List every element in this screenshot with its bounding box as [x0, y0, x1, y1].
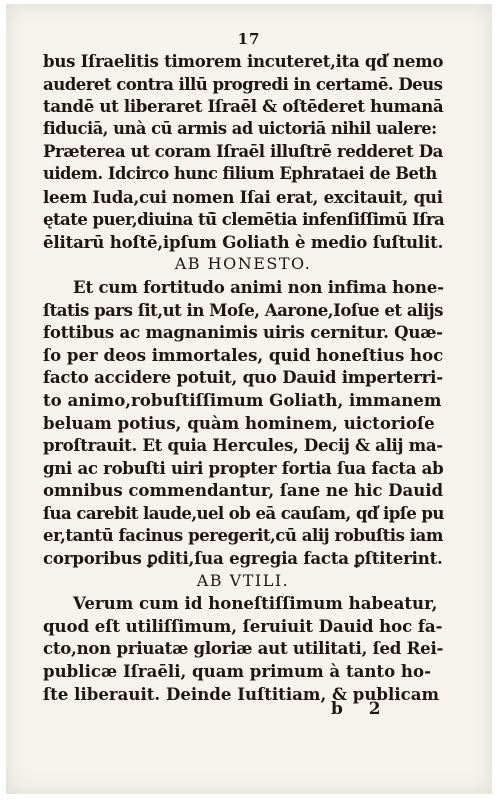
text-line: leem Iuda,cui nomen Iſai erat, excitauit, qui [43, 186, 443, 207]
section-heading: AB VTILI. [196, 570, 290, 590]
text-line: omnibus commendantur, ſane ne hic Dauid [43, 480, 444, 501]
body-text [43, 50, 443, 705]
text-line: quod eſt utiliſſimum, ſeruiuit Dauid hoc fa- [43, 615, 443, 636]
text-line: er,tantū facinus peregerit,cū alij robuſtis iam [43, 525, 443, 546]
text-line: facto accidere potuit, quo Dauid imperterri- [43, 367, 443, 388]
text-line: beluam potius, quàm hominem, uictorioſe [43, 412, 435, 433]
text-line: fiduciā, unà cū armis ad uictoriā nihil ualere: [43, 118, 437, 138]
text-line: to animo,robuſtiſſimum Goliath, immanem [43, 389, 442, 410]
text-line: Et cum fortitudo animi non infima hone- [73, 276, 444, 297]
text-line: auderet contra illū progredi in certamē. Deus [43, 73, 443, 94]
text-line: ēlitarū hoſtē,ipſum Goliath è medio ſuſtulit. [43, 231, 444, 252]
text-line: ſtatis pars ſit,ut in Moſe, Aarone,Ioſue et alijs [43, 299, 443, 320]
text-line: ętate puer,diuina tū̄ clemētia infenſiſſimū Iſra [43, 209, 445, 230]
text-line: Verum cum id honeſtiſſimum habeatur, [73, 593, 438, 614]
text-line: Præterea ut coram Iſraēl illuſtrē redderet Da [43, 141, 443, 162]
signature-mark: b 2 [331, 699, 391, 719]
text-line: ſua carebit laude,uel ob eā cauſam, qd̕ ipſe pu [43, 502, 444, 523]
text-line: publicæ Iſraēli, quam primum à tanto ho- [43, 661, 431, 682]
text-line: proſtrauit. Et quia Hercules, Decij & alij ma- [43, 435, 443, 456]
book-page [6, 4, 492, 794]
page-number: 17 [237, 30, 261, 48]
text-line: uidem. Idcirco hunc filium Ephrataei de Beth [43, 163, 437, 183]
text-line: corporibus ꝑditi,ſua egregia facta ꝑſtiterint. [43, 548, 443, 569]
text-line: gni ac robuſti uiri propter fortia ſua facta ab [43, 457, 444, 478]
text-line: fottibus ac magnanimis uiris cernitur. Quæ- [43, 322, 443, 343]
section-heading: AB HONESTO. [174, 254, 312, 274]
text-line: cto,non priuatæ gloriæ aut utilitati, ſed Rei- [43, 638, 444, 659]
text-line: ſo per deos immortales, quid honeſtius hoc [43, 344, 444, 365]
text-line: ſte liberauit. Deinde Iuſtitiam, & publicam [43, 683, 440, 704]
text-line: bus Iſraelitis timorem incuteret,ita qd̕ nemo [43, 51, 444, 71]
text-line: tandē ut liberaret Iſraēl & oſtēderet humanā [43, 96, 444, 117]
